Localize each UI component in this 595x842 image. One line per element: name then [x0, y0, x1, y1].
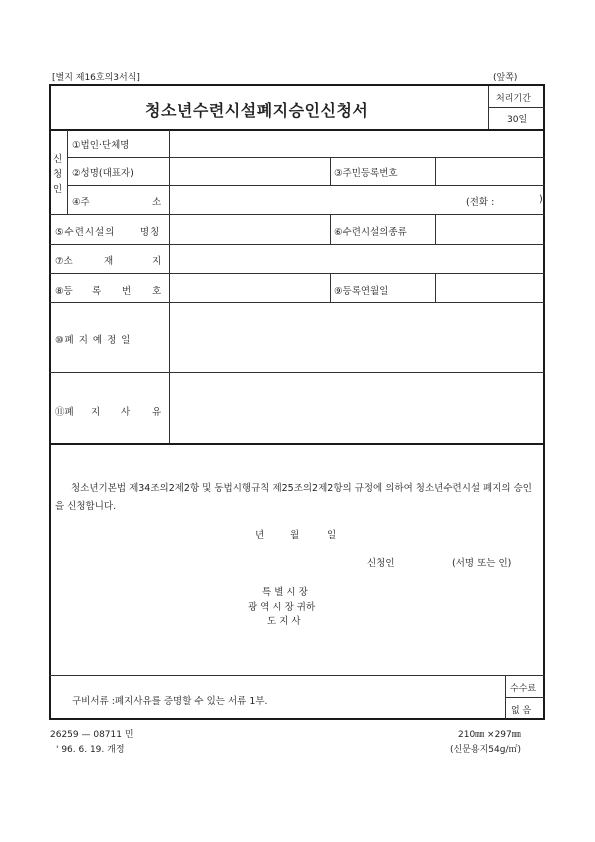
address-label-2: 소	[152, 197, 162, 208]
application-statement: 청소년기본법 제34조의2제2항 및 동법시행규칙 제25조의2제2항의 규정에 의하여 청소년수련시설 폐지의 승인을 신청합니다.	[55, 483, 532, 512]
applicant-group-char-3: 인	[53, 184, 63, 195]
recipient-line-1: 특 별 시 장	[262, 587, 308, 598]
row4-divider-a	[330, 214, 331, 244]
label-column-divider	[169, 130, 170, 302]
processing-period-label: 처리기간	[496, 94, 531, 104]
registration-number-field[interactable]	[171, 274, 329, 301]
registration-date-label: ⑨등록연월일	[334, 286, 389, 297]
facility-type-field[interactable]	[437, 215, 543, 243]
phone-close: )	[539, 194, 543, 205]
facility-name-field[interactable]	[171, 215, 329, 243]
closure-reason-label: ⑪폐	[55, 407, 74, 418]
attachments-top-line	[49, 675, 545, 676]
recipient-line-2: 광 역 시 장 귀하	[248, 602, 316, 613]
revision-date: ' 96. 6. 19. 개정	[56, 745, 125, 755]
paper-size: 210㎜ ×297㎜	[458, 730, 521, 740]
recipient-line-3: 도 지 사	[267, 616, 301, 627]
phone-label: (전화 :	[466, 197, 495, 208]
closure-reason-label-2: 지	[91, 407, 101, 418]
page-side-label: (앞쪽)	[493, 73, 518, 83]
form-title: 청소년수련시설폐지승인신청서	[145, 101, 369, 120]
address-label: ④주	[72, 197, 90, 208]
registration-number-label-2: 록	[92, 286, 102, 297]
closure-reason-label-3: 사	[121, 407, 131, 418]
signature-or-seal[interactable]: (서명 또는 인)	[452, 558, 512, 569]
applicant-group-char-1: 신	[53, 154, 63, 165]
applicant-group-char-2: 청	[53, 169, 63, 180]
closure-reason-label-4: 유	[152, 407, 162, 418]
fee-label: 수수료	[510, 684, 537, 694]
fields-bottom-separator	[49, 443, 545, 445]
facility-type-label: ⑥수련시설의종류	[334, 227, 407, 238]
name-label: ②성명(대표자)	[72, 168, 134, 179]
date-day: 일	[327, 530, 337, 541]
fee-hline	[505, 697, 545, 698]
address-field[interactable]	[171, 186, 461, 213]
lower-label-divider	[169, 302, 170, 444]
processing-hline	[488, 107, 545, 108]
row2-divider-a	[330, 157, 331, 185]
row4-divider-b	[435, 214, 436, 244]
form-code: 26259 — 08711 민	[50, 730, 134, 740]
required-documents: 구비서류 :폐지사유를 증명할 수 있는 서류 1부.	[72, 696, 268, 707]
registration-number-label-4: 호	[152, 286, 162, 297]
facility-name-label-2: 명칭	[140, 227, 161, 238]
resident-number-field[interactable]	[437, 158, 543, 185]
location-label-3: 지	[152, 256, 162, 267]
name-field[interactable]	[171, 158, 329, 185]
registration-number-label-3: 번	[122, 286, 132, 297]
processing-period-value: 30일	[507, 115, 528, 125]
row6-divider-b	[435, 273, 436, 302]
location-field[interactable]	[171, 245, 543, 272]
row2-divider-b	[435, 157, 436, 185]
location-label-2: 재	[104, 256, 114, 267]
registration-date-field[interactable]	[437, 274, 543, 301]
applicant-sign-label: 신청인	[367, 558, 395, 569]
location-label: ⑦소	[55, 256, 73, 267]
row6-divider-a	[330, 273, 331, 302]
closure-date-label: ⑩폐 지 예 정 일	[55, 335, 132, 346]
closure-date-field[interactable]	[171, 303, 543, 371]
resident-number-label: ③주민등록번호	[334, 168, 398, 179]
form-number: [별지 제16호의3서식]	[52, 73, 140, 83]
facility-name-label: ⑤수련시설의	[55, 227, 116, 238]
date-year: 년	[255, 530, 265, 541]
closure-reason-field[interactable]	[171, 373, 543, 443]
org-name-label: ①법인·단체명	[72, 140, 130, 151]
paper-type: (신문용지54g/㎡)	[450, 745, 521, 755]
fee-value: 없 음	[511, 706, 532, 716]
date-month: 월	[290, 530, 300, 541]
applicant-group-divider	[67, 130, 68, 214]
registration-number-label: ⑧등	[55, 286, 73, 297]
org-name-field[interactable]	[171, 131, 543, 157]
